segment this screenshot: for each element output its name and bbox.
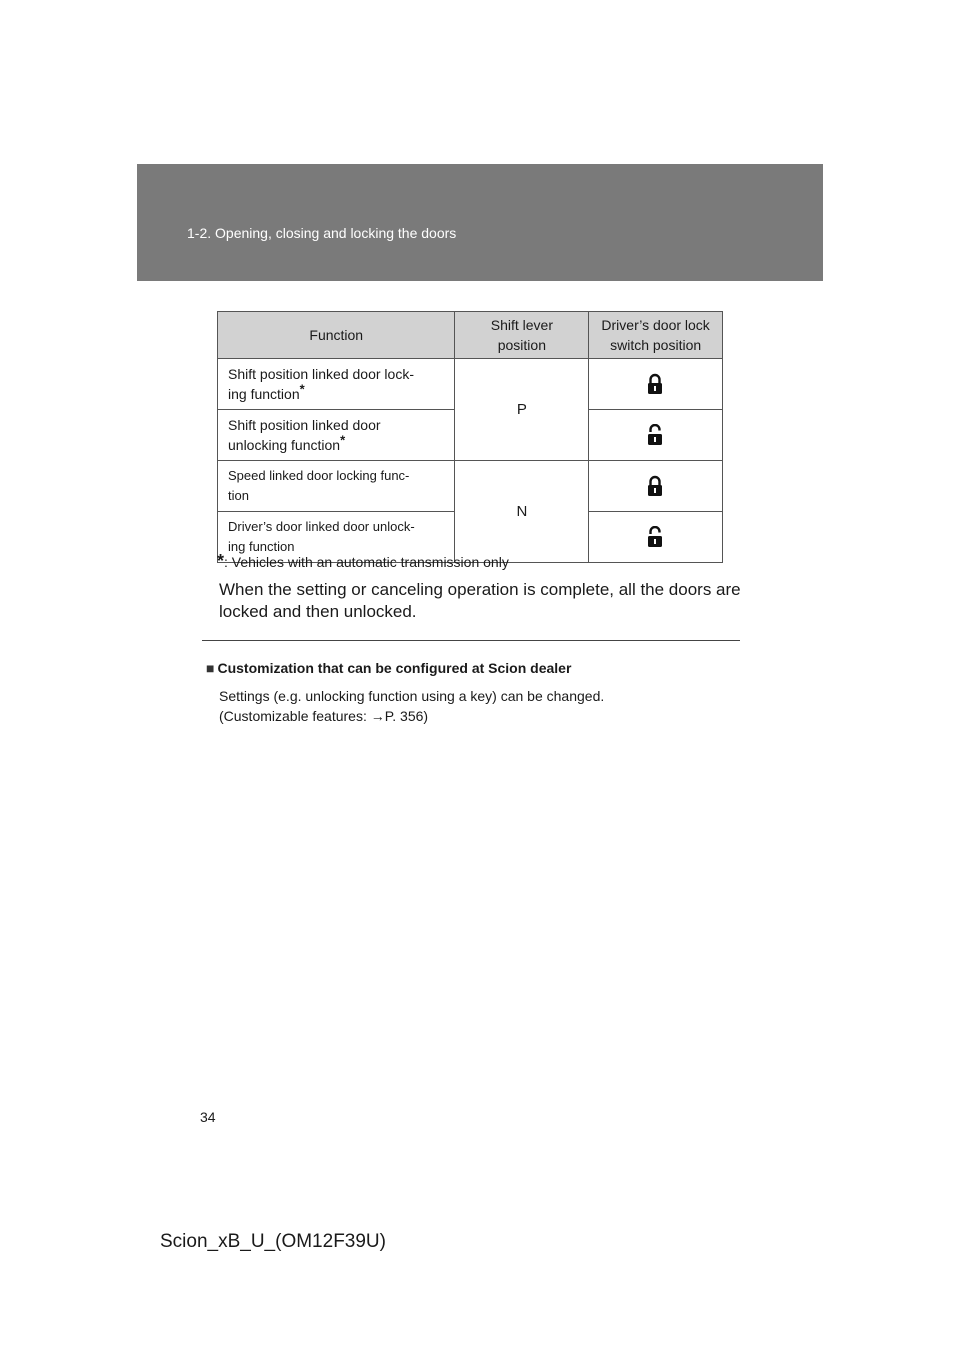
customization-heading: ■ Customization that can be configured at Scion dealer: [206, 660, 572, 676]
table-row: [218, 461, 723, 512]
table-row: [218, 359, 723, 410]
customizable-features-reference: (Customizable features: →P. 356): [219, 708, 429, 724]
function-cell: Shift position linked door lock- ing function*: [218, 359, 455, 410]
header-lock-switch: Driver’s door lock switch position: [589, 312, 723, 359]
asterisk-marker: *: [340, 432, 346, 448]
customization-body: Settings (e.g. unlocking function using a key) can be changed. (Customizable features: →P. 356): [219, 688, 605, 724]
table-header-row: [218, 312, 723, 359]
lock-switch-cell: [589, 461, 723, 512]
header-function: Function: [218, 312, 455, 359]
footnote: [217, 551, 509, 572]
bullet-square-icon: ■: [206, 660, 215, 676]
header-band: [137, 164, 823, 281]
lock-switch-cell: [589, 410, 723, 461]
lock-switch-cell: [589, 359, 723, 410]
section-title: 1-2. Opening, closing and locking the doors: [187, 225, 457, 241]
footnote-text: : Vehicles with an automatic transmission only: [224, 554, 509, 570]
document-id: Scion_xB_U_(OM12F39U): [160, 1231, 386, 1252]
page-number: 34: [200, 1109, 216, 1125]
lock-switch-cell: [589, 512, 723, 563]
function-table: [217, 311, 723, 563]
shift-position-cell: N: [455, 461, 589, 563]
body-paragraph: When the setting or canceling operation is complete, all the doors are locked and then unlocked.: [219, 580, 741, 621]
function-cell: Speed linked door locking func- tion: [218, 461, 455, 512]
asterisk-marker: *: [299, 381, 305, 397]
unlocked-icon: [647, 526, 663, 548]
locked-icon: [647, 373, 663, 395]
shift-position-cell: P: [455, 359, 589, 461]
footnote-marker: *: [217, 551, 225, 571]
function-cell: Shift position linked door unlocking function*: [218, 410, 455, 461]
function-cell: Driver’s door linked door unlock- ing function: [218, 512, 455, 563]
section-divider: [202, 640, 740, 641]
locked-icon: [647, 475, 663, 497]
unlocked-icon: [647, 424, 663, 446]
header-shift-lever: Shift lever position: [455, 312, 589, 359]
